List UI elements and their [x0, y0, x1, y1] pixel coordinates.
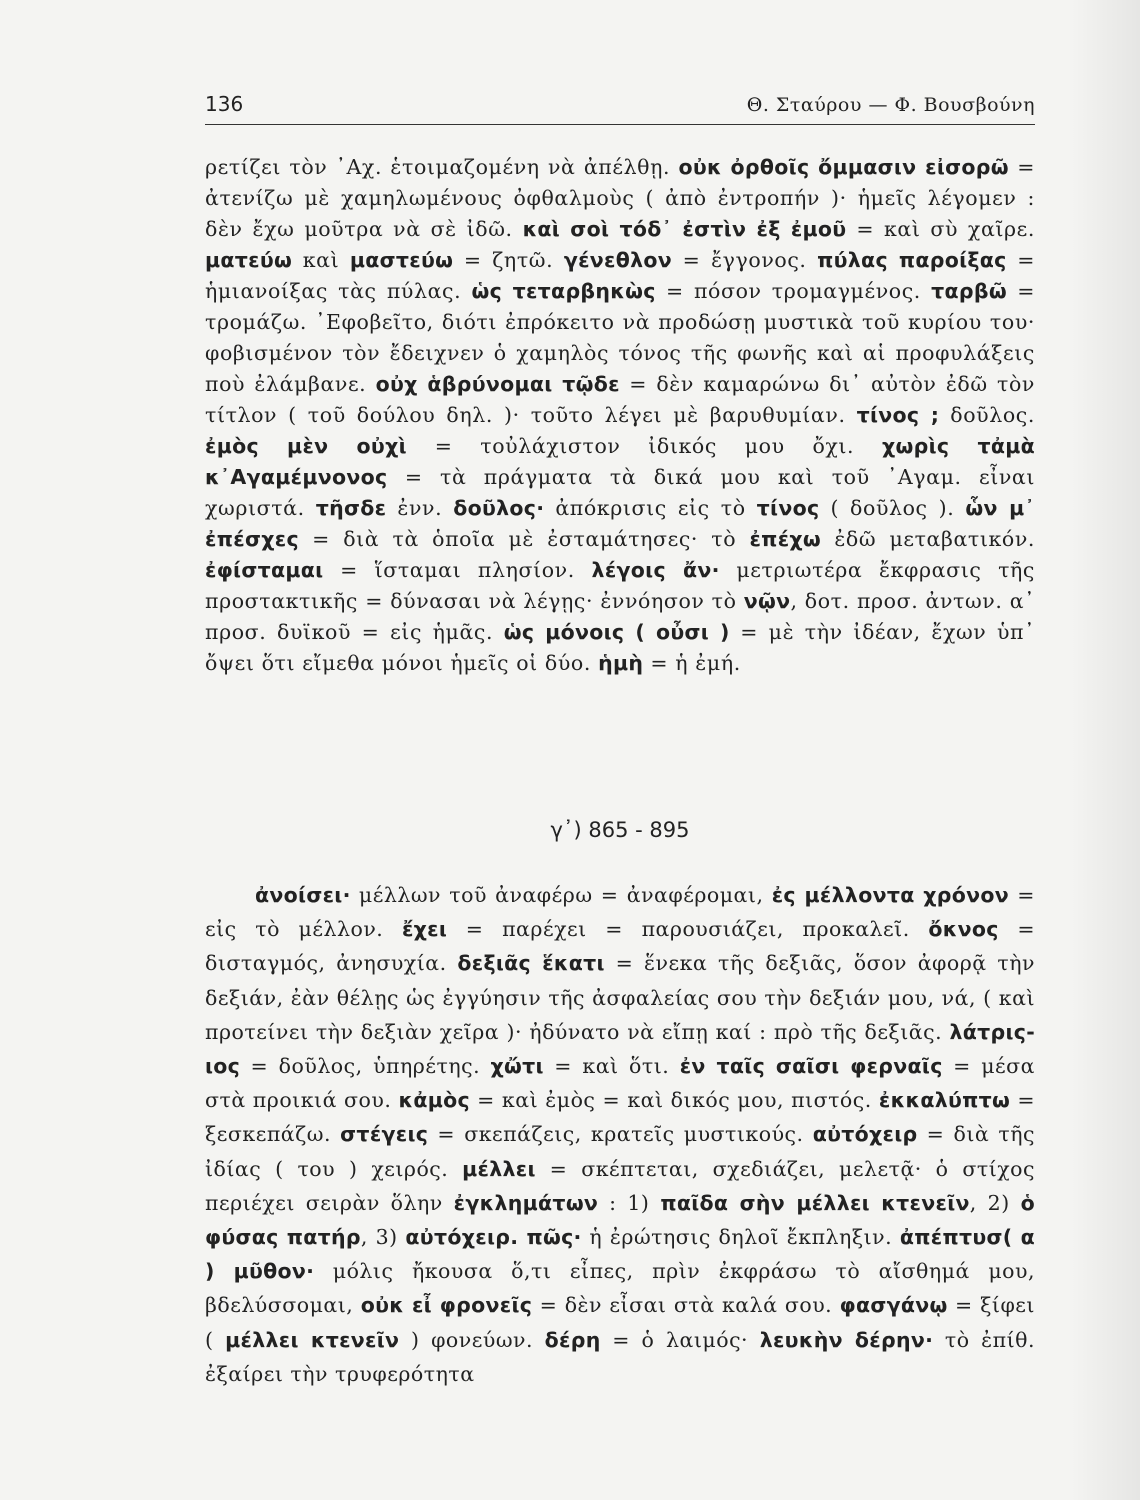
gloss-text: = τοὐλάχιστον ἰδικός μου ὄχι. [406, 434, 882, 458]
paragraph [205, 878, 1035, 1391]
lemma-term: ἐκκαλύπτω [878, 1088, 1011, 1113]
gloss-text: = ἵσταμαι πλησίον. [323, 558, 592, 582]
gloss-text: = διὰ τὰ ὁποῖα μὲ ἐσταμάτησες· τὸ [298, 527, 750, 551]
gloss-text: ) φονεύων. [399, 1327, 545, 1352]
lemma-term: ὄκνος [928, 917, 999, 942]
gloss-text: = καὶ σὺ χαῖρε. [846, 217, 1036, 241]
gloss-text: = δοῦλος, ὑπηρέτης. [240, 1054, 491, 1079]
page-number: 136 [205, 92, 244, 116]
gloss-text: μόλις ἤκουσα ὅ,τι εἶπες, πρὶν ἐκφράσω τὸ αἴσθημά μου, βδελύσσομαι, [205, 1259, 1035, 1318]
commentary-section-1 [205, 152, 1035, 679]
lemma-term: χωρὶς τἀμὰ κ᾿Αγαμέμνονος [205, 434, 1035, 489]
gloss-text: = ἡμιανοίξας τὰς πύλας. [205, 248, 1036, 303]
lemma-term: ὁ φύσας πατήρ [205, 1190, 1035, 1250]
commentary-section-2 [205, 878, 1035, 1391]
lemma-term: ὡς μόνοις ( οὖσι ) [503, 620, 730, 644]
gloss-text: , 2) [969, 1190, 1021, 1215]
gloss-text: = ὁ λαιμός· [600, 1327, 760, 1352]
gloss-text: = ἀτενίζω μὲ χαμηλωμένους ὀφθαλμοὺς ( ἀπὸ ἐντροπήν )· ἡμεῖς λέγομεν : δὲν ἔχω μοῦτρα νὰ σὲ ἰδῶ. [205, 155, 1035, 241]
lemma-term: ὡς τεταρβηκὼς [471, 279, 656, 303]
gloss-text: δοῦλος. [939, 403, 1035, 427]
lemma-term: δοῦλος· [453, 496, 545, 520]
gloss-text: = εἰς τὸ μέλλον. [205, 883, 1035, 942]
gloss-text: = δισταγμός, ἀνησυχία. [205, 917, 1035, 976]
lemma-term: κἀμὸς [398, 1088, 470, 1113]
lemma-term: ταρβῶ [931, 279, 1007, 303]
gloss-text: μέλλων τοῦ ἀναφέρω = ἀναφέρομαι, [350, 883, 772, 907]
lemma-term: τίνος ; [856, 403, 940, 427]
gloss-text: = τὰ πράγματα τὰ δικά μου καὶ τοῦ ᾿Αγαμ. εἶναι χωριστά. [205, 465, 1035, 520]
gloss-text: = δὲν καμαρώνω δι᾿ αὐτὸν ἐδῶ τὸν τίτλον ( τοῦ δούλου δηλ. )· τοῦτο λέγει μὲ βαρυθυμίαν. [205, 372, 1035, 427]
lemma-term: παῖδα σὴν μέλλει κτενεῖν [660, 1190, 970, 1215]
lemma-term: ματεύω [205, 248, 293, 272]
lemma-term: χὤτι [490, 1054, 544, 1079]
gloss-text: = ξεσκεπάζω. [205, 1088, 1035, 1147]
gloss-text: = παρέχει = παρουσιάζει, προκαλεῖ. [447, 917, 929, 942]
lemma-term: φασγάνῳ [839, 1293, 948, 1318]
lemma-term: ὧν μ᾿ ἐπέσχες [205, 496, 1036, 551]
lemma-term: ἀνοίσει· [255, 883, 351, 907]
lemma-term: πύλας παροίξας [817, 248, 1007, 272]
gloss-text: ἡ ἐρώτησις δηλοῖ ἔκπληξιν. [581, 1225, 900, 1250]
lemma-term: οὐχ ἁβρύνομαι τῷδε [375, 372, 620, 396]
lemma-term: νῷν [743, 589, 791, 613]
gloss-text: = διὰ τῆς ἰδίας ( του ) χειρός. [205, 1122, 1036, 1181]
lemma-term: ἐν ταῖς σαῖσι φερναῖς [679, 1054, 943, 1079]
gloss-text: , δοτ. προσ. ἀντων. α᾿ προσ. δυϊκοῦ = εἰς ἡμᾶς. [205, 589, 1035, 644]
lemma-term: δέρη [544, 1327, 601, 1352]
gloss-text: = σκέπτεται, σχεδιάζει, μελετᾷ· ὁ στίχος περιέχει σειρὰν ὅλην [205, 1156, 1035, 1215]
gloss-text: ( δοῦλος ). [819, 496, 966, 520]
gloss-text: , 3) [360, 1225, 406, 1250]
lemma-term: λάτρις-ιος [205, 1019, 1035, 1079]
page-header [205, 90, 1035, 125]
lemma-term: μαστεύω [349, 248, 454, 272]
section-heading: γ᾿) 865 - 895 [550, 818, 690, 842]
lemma-term: μέλλει [462, 1156, 536, 1181]
gloss-text: τὸ ἐπίθ. ἐξαίρει τὴν τρυφερότητα [205, 1327, 1036, 1386]
paragraph [205, 152, 1035, 679]
gloss-text: = καὶ ἐμὸς = καὶ δικός μου, πιστός. [469, 1088, 879, 1113]
gloss-text: ρετίζει τὸν ᾿Αχ. ἑτοιμαζομένη νὰ ἀπέλθῃ. [205, 155, 679, 179]
lemma-term: οὐκ εἶ φρονεῖς [360, 1293, 533, 1318]
lemma-term: γένεθλον [563, 248, 673, 272]
gloss-text: καὶ [292, 248, 350, 272]
gloss-text: = σκεπάζεις, κρατεῖς μυστικούς. [428, 1122, 813, 1147]
running-head: Θ. Σταύρου — Φ. Βουσβούνη [746, 94, 1035, 116]
lemma-term: αὐτόχειρ [812, 1122, 918, 1147]
gloss-text: = πόσον τρομαγμένος. [655, 279, 932, 303]
gloss-text: = ἕνεκα τῆς δεξιᾶς, ὅσον ἀφορᾷ τὴν δεξιάν, ἐὰν θέλῃς ὡς ἐγγύησιν τῆς ἀσφαλείας σου τὴν δεξιάν μου, νά, ( καὶ προτείνει τὴν δεξιὰν χεῖρα )· ἠδύνατο νὰ εἴπῃ καί : πρὸ τῆς δεξιᾶς. [205, 951, 1035, 1044]
lemma-term: τίνος [756, 496, 820, 520]
lemma-term: ἐφίσταμαι [205, 558, 324, 582]
lemma-term: τῆσδε [315, 496, 387, 520]
gloss-text: μετριωτέρα ἔκφρασις τῆς προστακτικῆς = δύνασαι νὰ λέγῃς· ἐννόησον τὸ [205, 558, 1036, 613]
lemma-term: δεξιᾶς ἕκατι [457, 951, 605, 976]
gloss-text: ἐδῶ μεταβατικόν. [821, 527, 1035, 551]
lemma-term: ἐμὸς μὲν οὐχὶ [205, 434, 407, 458]
gloss-text: = μὲ τὴν ἰδέαν, ἔχων ὑπ᾿ ὄψει ὅτι εἴμεθα μόνοι ἡμεῖς οἱ δύο. [205, 620, 1035, 675]
gloss-text: = τρομάζω. ᾿Εφοβεῖτο, διότι ἐπρόκειτο νὰ προδώσῃ μυστικὰ τοῦ κυρίου του· φοβισμένον τὸν ἔδειχνεν ὁ χαμηλὸς τόνος τῆς φωνῆς καὶ αἱ προφυλάξεις ποὺ ἐλάμβανε. [205, 279, 1035, 396]
gloss-text: = ζητῶ. [453, 248, 564, 272]
lemma-term: καὶ σοὶ τόδ᾿ ἐστὶν ἐξ ἐμοῦ [522, 217, 847, 241]
gloss-text: = ἡ ἐμή. [643, 651, 741, 675]
lemma-term: ἀπέπτυσ( α ) μῦθον· [205, 1225, 1036, 1284]
gloss-text: ἐνν. [386, 496, 454, 520]
lemma-term: αὐτόχειρ. πῶς· [405, 1225, 582, 1250]
gloss-text: = μέσα στὰ προικιά σου. [205, 1054, 1035, 1113]
gloss-text: = ἔγγονος. [672, 248, 818, 272]
gloss-text: : 1) [598, 1190, 661, 1215]
lemma-term: ἔχει [401, 917, 448, 942]
page-edge-shadow [1070, 0, 1140, 1500]
lemma-term: ἐγκλημάτων [453, 1190, 599, 1215]
lemma-term: λέγοις ἄν· [591, 558, 720, 582]
lemma-term: λευκὴν δέρην· [759, 1327, 934, 1352]
lemma-term: ἐς μέλλοντα χρόνον [771, 883, 1010, 907]
lemma-term: ἡμὴ [598, 651, 644, 675]
lemma-term: ἐπέχω [749, 527, 822, 551]
gloss-text: = καὶ ὅτι. [543, 1054, 680, 1079]
gloss-text: ἀπόκρισις εἰς τὸ [544, 496, 757, 520]
lemma-term: μέλλει κτενεῖν [225, 1327, 400, 1352]
lemma-term: οὐκ ὀρθοῖς ὄμμασιν εἰσορῶ [678, 155, 1009, 179]
lemma-term: στέγεις [340, 1122, 429, 1147]
gloss-text: = ξίφει ( [205, 1293, 1035, 1352]
gloss-text: = δὲν εἶσαι στὰ καλά σου. [532, 1293, 840, 1318]
